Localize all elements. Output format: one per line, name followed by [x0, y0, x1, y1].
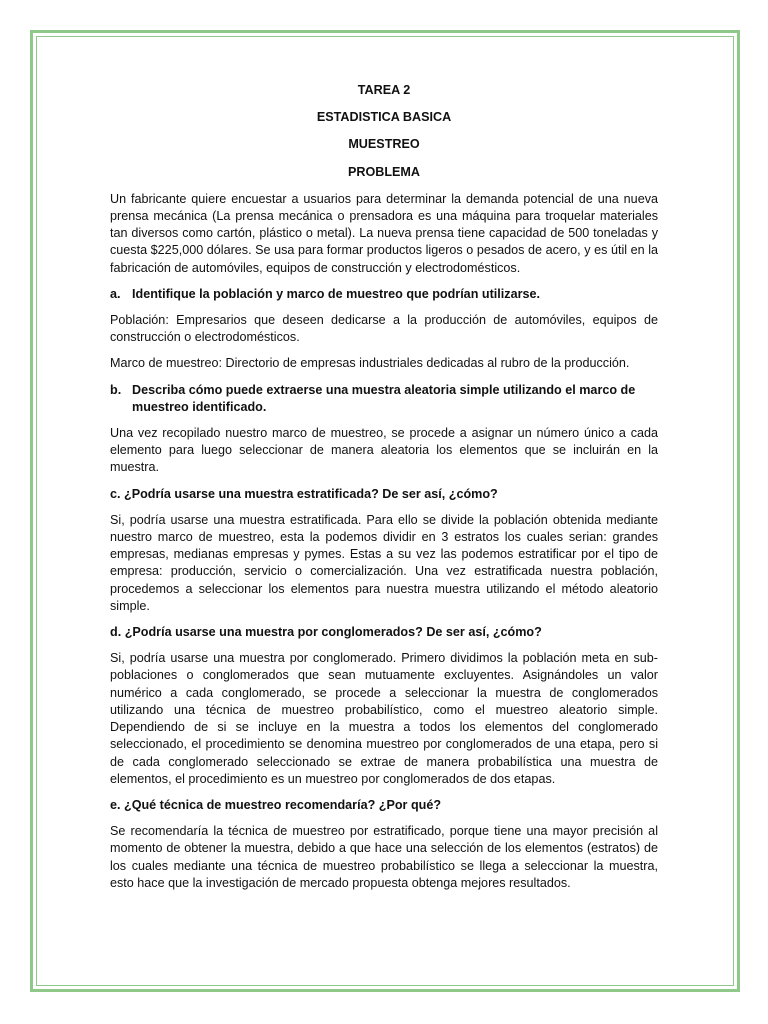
document-body	[110, 82, 658, 901]
problem-statement: Un fabricante quiere encuestar a usuarios para determinar la demanda potencial de una nueva prensa mecánica (La prensa mecánica o prensadora es una máquina para troquelar materiales tan diversos como cartón, plástico o metal). La nueva prensa tiene capacidad de 500 toneladas y cuesta $225,000 dólares. Se usa para formar productos ligeros o pesados de acero, y es útil en la fabricación de automóviles, equipos de construcción y electrodomésticos.	[110, 191, 658, 275]
answer-e: Se recomendaría la técnica de muestreo por estratificado, porque tiene una mayor precisión al momento de obtener la muestra, debido a que hace una selección de los elementos (estratos) de los cuales mediante una técnica de muestreo probabilístico se llega a seleccionar la muestra, esto hace que la investigación de mercado propuesta obtenga mejores resultados.	[110, 824, 658, 890]
question-a-marker: a.	[110, 286, 121, 301]
answer-a-poblacion: Población: Empresarios que deseen dedicarse a la producción de automóviles, equipos de construcción o electrodomésticos.	[110, 313, 658, 345]
answer-a-marco: Marco de muestreo: Directorio de empresas industriales dedicadas al rubro de la producción.	[110, 356, 630, 371]
title-course: ESTADISTICA BASICA	[316, 110, 452, 125]
question-b-marker: b.	[110, 382, 122, 397]
answer-c: Si, podría usarse una muestra estratificada. Para ello se divide la población obtenida mediante nuestro marco de muestreo, esta la podemos dividir en 3 estratos los cuales serian: grandes empresas, medianas empresas y pymes. Estas a su vez las podemos estratificar por el tipo de empresa: producción, servicio o comercialización. Una vez estratificada nuestra población, procedemos a seleccionar los elementos para nuestra muestra utilizando el método aleatorio simple.	[110, 512, 658, 613]
title-topic: MUESTREO	[348, 137, 420, 152]
question-a-text: Identifique la población y marco de muestreo que podrían utilizarse.	[132, 286, 540, 301]
title-problema: PROBLEMA	[347, 164, 421, 179]
question-b-text: Describa cómo puede extraerse una muestra aleatoria simple utilizando el marco de muestreo identificado.	[132, 382, 636, 414]
answer-b: Una vez recopilado nuestro marco de muestreo, se procede a asignar un número único a cada elemento para luego seleccionar de manera aleatoria los elementos que se incluirán en la muestra.	[110, 426, 658, 475]
answer-d: Si, podría usarse una muestra por conglomerado. Primero dividimos la población meta en sub-poblaciones o conglomerados que sean mutuamente excluyentes. Asignándoles un valor numérico a cada conglomerado, se procede a seleccionar la muestra de conglomerados utilizando una técnica de muestreo probabilístico, como el muestreo aleatorio simple. Dependiendo de si se incluye en la muestra a todos los elementos del conglomerado seleccionado, el procedimiento se denomina muestreo por conglomerados de una etapa, pero si de cada conglomerado seleccionado se extrae de manera probabilística una muestra de elementos, el procedimiento es un muestreo por conglomerados de dos etapas.	[110, 651, 658, 786]
question-a	[110, 286, 658, 303]
question-b	[110, 382, 658, 416]
question-e: e. ¿Qué técnica de muestreo recomendaría? ¿Por qué?	[110, 797, 442, 812]
title-tarea: TAREA 2	[357, 83, 411, 97]
question-c: c. ¿Podría usarse una muestra estratificada? De ser así, ¿cómo?	[110, 486, 498, 501]
question-d: d. ¿Podría usarse una muestra por conglomerados? De ser así, ¿cómo?	[110, 625, 542, 640]
